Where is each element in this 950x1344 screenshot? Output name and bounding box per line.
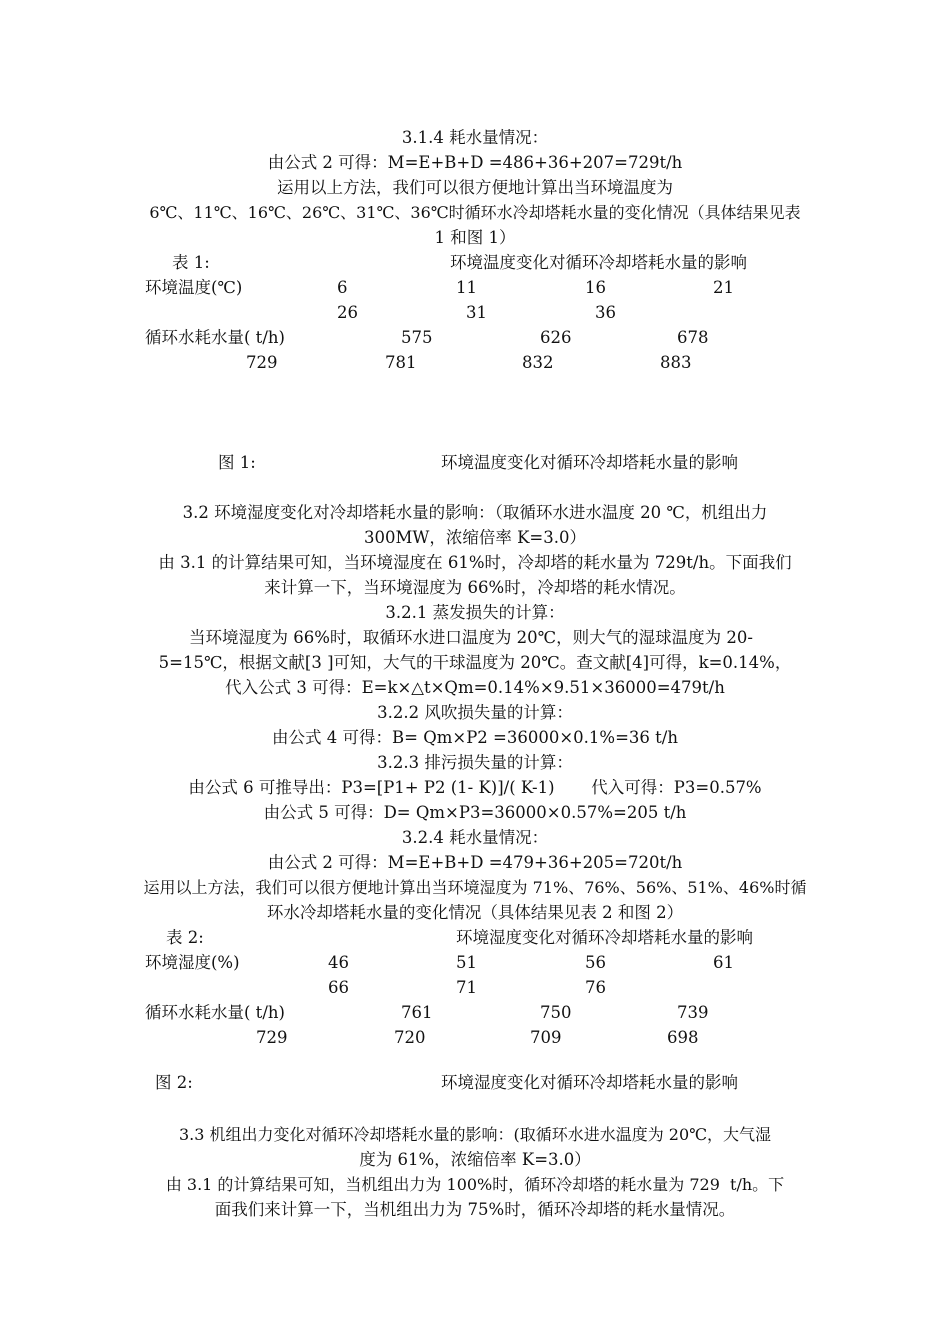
table-cell: 66 [328, 978, 349, 997]
table-2-title: 环境湿度变化对循环冷却塔耗水量的影响 [456, 928, 753, 947]
section-heading-3-3: 3.3 机组出力变化对循环冷却塔耗水量的影响：(取循环水进水温度为 20℃，大气湿 [178, 1125, 772, 1144]
section-heading-3-2-4: 3.2.4 耗水量情况： [401, 828, 549, 847]
table-cell: 36 [595, 303, 616, 322]
table-cell: 76 [585, 978, 606, 997]
formula-line: 代入公式 3 可得：E=k×△t×Qm=0.14%×9.51×36000=479t/h [225, 678, 725, 697]
table-1-label: 表 1: [172, 253, 210, 272]
table-cell: 11 [456, 278, 477, 297]
table-cell: 709 [530, 1028, 562, 1047]
table-cell: 71 [456, 978, 477, 997]
table-cell: 698 [667, 1028, 699, 1047]
paragraph-line: 5=15℃，根据文献[3 ]可知，大气的干球温度为 20℃。查文献[4]可得，k=0.14%， [158, 653, 792, 672]
table-cell: 31 [466, 303, 487, 322]
paragraph-line: 来计算一下，当环境湿度为 66%时，冷却塔的耗水情况。 [264, 578, 686, 597]
paragraph-line: 运用以上方法，我们可以很方便地计算出当环境湿度为 71%、76%、56%、51%、46%时循 [143, 878, 807, 897]
table-cell: 729 [256, 1028, 288, 1047]
paragraph-line: 6℃、11℃、16℃、26℃、31℃、36℃时循环水冷却塔耗水量的变化情况（具体结果见表 [149, 203, 801, 222]
table-cell: 21 [713, 278, 734, 297]
section-heading-3-2: 3.2 环境湿度变化对冷却塔耗水量的影响：（取循环水进水温度 20 ℃，机组出力 [182, 503, 768, 522]
formula-line: 由公式 2 可得：M=E+B+D =486+36+207=729t/h [267, 153, 683, 172]
formula-line: 由公式 6 可推导出：P3=[P1+ P2 (1- K)]/( K-1) 代入可得：P3=0.57% [188, 778, 762, 797]
table-cell: 720 [394, 1028, 426, 1047]
section-heading-3-2-1: 3.2.1 蒸发损失的计算： [385, 603, 565, 622]
paragraph-line: 1 和图 1） [434, 228, 516, 247]
table-cell: 739 [677, 1003, 709, 1022]
table-2-row-label-consumption: 循环水耗水量( t/h) [145, 1003, 285, 1022]
table-cell: 51 [456, 953, 477, 972]
table-cell: 26 [337, 303, 358, 322]
table-1-title: 环境温度变化对循环冷却塔耗水量的影响 [450, 253, 747, 272]
table-cell: 46 [328, 953, 349, 972]
table-1-row-label-consumption: 循环水耗水量( t/h) [145, 328, 285, 347]
table-cell: 16 [585, 278, 606, 297]
formula-line: 由公式 4 可得：B= Qm×P2 =36000×0.1%=36 t/h [272, 728, 678, 747]
section-heading-3-2-2: 3.2.2 风吹损失量的计算： [377, 703, 573, 722]
table-cell: 761 [401, 1003, 433, 1022]
table-cell: 883 [660, 353, 692, 372]
table-cell: 626 [540, 328, 572, 347]
section-heading-3-1-4: 3.1.4 耗水量情况： [401, 128, 549, 147]
paragraph-line: 面我们来计算一下，当机组出力为 75%时，循环冷却塔的耗水量情况。 [214, 1200, 736, 1219]
formula-line: 由公式 5 可得：D= Qm×P3=36000×0.57%=205 t/h [263, 803, 687, 822]
table-cell: 750 [540, 1003, 572, 1022]
paragraph-line: 由 3.1 的计算结果可知，当机组出力为 100%时，循环冷却塔的耗水量为 729 t/h。下 [165, 1175, 785, 1194]
paragraph-line: 由 3.1 的计算结果可知，当环境湿度在 61%时，冷却塔的耗水量为 729t/h。下面我们 [158, 553, 792, 572]
paragraph-line: 运用以上方法，我们可以很方便地计算出当环境温度为 [277, 178, 673, 197]
figure-2-label: 图 2: [155, 1073, 193, 1092]
figure-2-caption: 环境湿度变化对循环冷却塔耗水量的影响 [441, 1073, 738, 1092]
table-cell: 729 [246, 353, 278, 372]
table-cell: 6 [337, 278, 348, 297]
table-1-row-label-temperature: 环境温度(℃) [145, 278, 243, 297]
table-2-row-label-humidity: 环境湿度(%) [145, 953, 240, 972]
table-cell: 781 [385, 353, 417, 372]
table-cell: 832 [522, 353, 554, 372]
paragraph-line: 环水冷却塔耗水量的变化情况（具体结果见表 2 和图 2） [266, 903, 684, 922]
table-cell: 678 [677, 328, 709, 347]
paragraph-line: 当环境湿度为 66%时，取循环水进口温度为 20℃，则大气的湿球温度为 20- [189, 628, 753, 647]
table-cell: 61 [713, 953, 734, 972]
table-cell: 575 [401, 328, 433, 347]
figure-1-caption: 环境温度变化对循环冷却塔耗水量的影响 [441, 453, 738, 472]
section-heading-3-2-cont: 300MW，浓缩倍率 K=3.0） [364, 528, 586, 547]
formula-line: 由公式 2 可得：M=E+B+D =479+36+205=720t/h [267, 853, 683, 872]
table-2-label: 表 2: [166, 928, 204, 947]
section-heading-3-2-3: 3.2.3 排污损失量的计算： [377, 753, 573, 772]
table-cell: 56 [585, 953, 606, 972]
figure-1-label: 图 1: [218, 453, 256, 472]
section-heading-3-3-cont: 度为 61%，浓缩倍率 K=3.0） [359, 1150, 591, 1169]
